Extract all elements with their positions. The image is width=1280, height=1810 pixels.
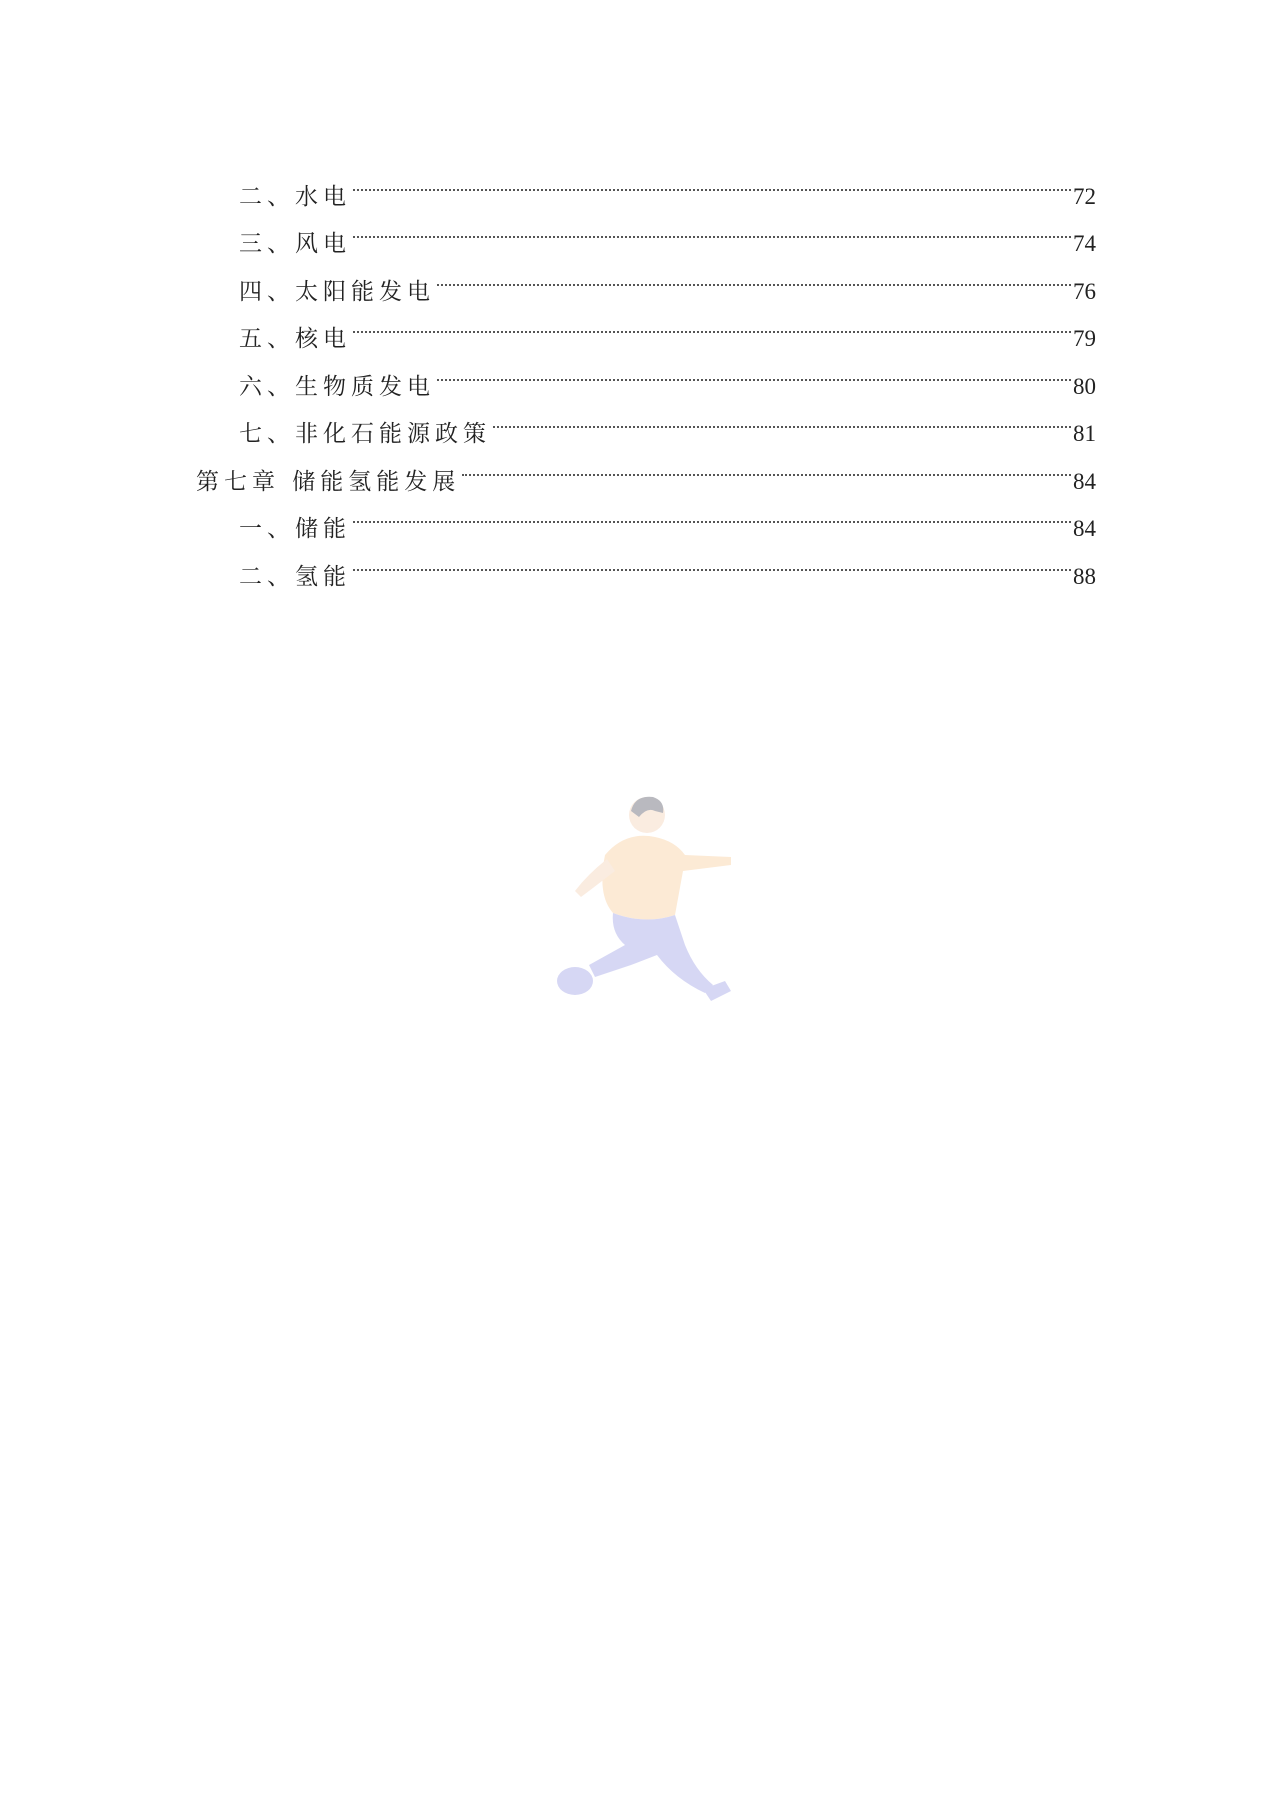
toc-entry-page: 76 xyxy=(1073,278,1096,304)
toc-leader-dots xyxy=(353,299,1071,347)
table-of-contents xyxy=(196,156,1096,590)
toc-entry-page: 79 xyxy=(1073,326,1096,351)
toc-entry-page: 84 xyxy=(1073,468,1096,494)
toc-entry-title: 六、生物质发电 xyxy=(239,373,435,400)
toc-leader-dots xyxy=(437,251,1071,299)
toc-leader-dots xyxy=(353,204,1071,252)
toc-entry-title: 七、非化石能源政策 xyxy=(239,421,491,447)
toc-leader-dots xyxy=(353,536,1071,584)
toc-entry-page: 81 xyxy=(1073,421,1096,446)
toc-entry-page: 72 xyxy=(1073,183,1096,209)
toc-entry-title: 二、氢能 xyxy=(239,563,351,590)
toc-leader-dots xyxy=(353,489,1071,537)
toc-entry-title: 五、核电 xyxy=(239,326,351,352)
toc-entry-title: 三、风电 xyxy=(239,231,351,257)
toc-entry[interactable] xyxy=(196,156,1096,210)
toc-leader-dots xyxy=(437,346,1071,394)
toc-entry-page: 84 xyxy=(1073,516,1096,541)
watermark-shirt xyxy=(602,836,731,920)
toc-entry-title: 二、水电 xyxy=(239,183,351,210)
toc-entry-page: 74 xyxy=(1073,231,1096,256)
watermark-pants xyxy=(589,913,713,993)
toc-entry-page: 88 xyxy=(1073,563,1096,589)
toc-leader-dots xyxy=(353,156,1071,204)
toc-leader-dots xyxy=(493,394,1071,442)
toc-leader-dots xyxy=(462,441,1071,489)
toc-entry-page: 80 xyxy=(1073,373,1096,399)
toc-entry-title: 一、储能 xyxy=(239,516,351,542)
toc-entry-title: 四、太阳能发电 xyxy=(239,278,435,305)
toc-entry-title: 第七章 储能氢能发展 xyxy=(196,468,461,495)
running-person-icon xyxy=(535,795,755,1015)
watermark-shoe xyxy=(557,967,593,995)
